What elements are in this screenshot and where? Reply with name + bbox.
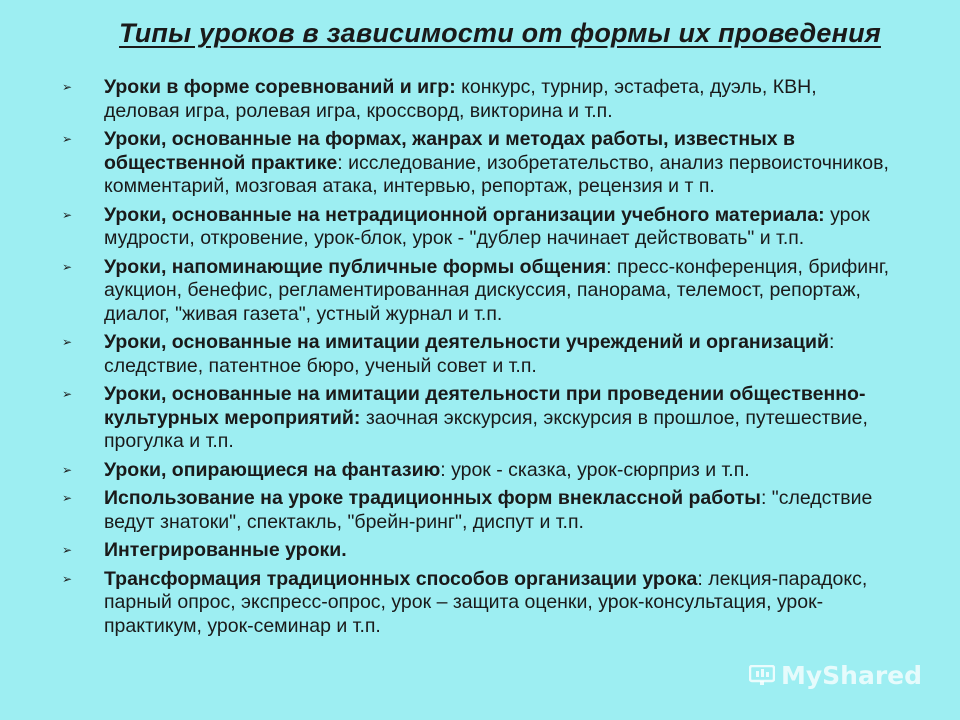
- item-text: : урок - сказка, урок-сюрприз и т.п.: [440, 458, 750, 481]
- item-heading: Уроки, опирающиеся на фантазию: [104, 458, 441, 481]
- list-item: [62, 331, 892, 378]
- arrow-bullet-icon: ➢: [62, 259, 73, 274]
- list-item: [62, 487, 892, 534]
- item-text: : пресс-конференция, брифинг, аукцион, бенефис, регламентированная дискуссия, панорама, телемост, репортаж, диалог, "живая газета", устный журнал и т.п.: [104, 255, 890, 325]
- arrow-bullet-icon: ➢: [62, 571, 73, 586]
- item-text: конкурс, турнир, эстафета, дуэль, КВН, деловая игра, ролевая игра, кроссворд, викторина и т.п.: [104, 76, 817, 122]
- lesson-types-list: [62, 76, 892, 643]
- arrow-bullet-icon: ➢: [62, 387, 73, 401]
- list-item: [62, 76, 892, 123]
- arrow-bullet-icon: ➢: [62, 207, 73, 222]
- item-heading: Использование на уроке традиционных форм внеклассной работы: [104, 487, 761, 509]
- item-text: урок мудрости, откровение, урок-блок, урок - "дублер начинает действовать" и т.п.: [104, 203, 870, 249]
- item-text: : следствие, патентное бюро, ученый совет и т.п.: [104, 331, 835, 377]
- item-text: : исследование, изобретательство, анализ первоисточников, комментарий, мозговая атака, интервью, репортаж, рецензия и т п.: [104, 151, 889, 197]
- arrow-bullet-icon: ➢: [62, 132, 73, 146]
- item-heading: Уроки, основанные на нетрадиционной организации учебного материала:: [104, 203, 825, 226]
- item-heading: Интегрированные уроки.: [104, 539, 347, 561]
- arrow-bullet-icon: ➢: [62, 335, 73, 349]
- watermark-text: MyShared: [780, 661, 922, 690]
- item-heading: Уроки, напоминающие публичные формы общения: [104, 255, 607, 278]
- item-text: : "следствие ведут знатоки", спектакль, "брейн-ринг", диспут и т.п.: [104, 487, 873, 533]
- item-heading: Трансформация традиционных способов организации урока: [104, 567, 698, 590]
- item-heading: Уроки, основанные на имитации деятельности учреждений и организаций: [104, 331, 829, 353]
- arrow-bullet-icon: ➢: [62, 80, 73, 94]
- list-item: [62, 383, 892, 454]
- list-item: [62, 204, 892, 251]
- list-item: [62, 128, 892, 199]
- myshared-watermark[interactable]: [749, 661, 922, 690]
- slide-title: Типы уроков в зависимости от формы их проведения: [119, 18, 881, 48]
- item-heading: Уроки, основанные на имитации деятельности при проведении общественно-культурных мероприятий:: [104, 383, 866, 429]
- item-heading: Уроки в форме соревнований и игр:: [104, 76, 456, 98]
- list-item: [62, 568, 892, 639]
- arrow-bullet-icon: ➢: [62, 462, 73, 477]
- item-text: : лекция-парадокс, парный опрос, экспресс-опрос, урок – защита оценки, урок-консультация, урок-практикум, урок-семинар и т.п.: [104, 567, 868, 637]
- arrow-bullet-icon: ➢: [62, 491, 73, 505]
- list-item: [62, 256, 892, 327]
- list-item: [62, 539, 892, 563]
- item-heading: Уроки, основанные на формах, жанрах и методах работы, известных в общественной практике: [104, 128, 796, 174]
- list-item: [62, 459, 892, 483]
- arrow-bullet-icon: ➢: [62, 543, 73, 557]
- item-text: заочная экскурсия, экскурсия в прошлое, путешествие, прогулка и т.п.: [104, 406, 868, 452]
- myshared-logo-icon: [749, 665, 775, 687]
